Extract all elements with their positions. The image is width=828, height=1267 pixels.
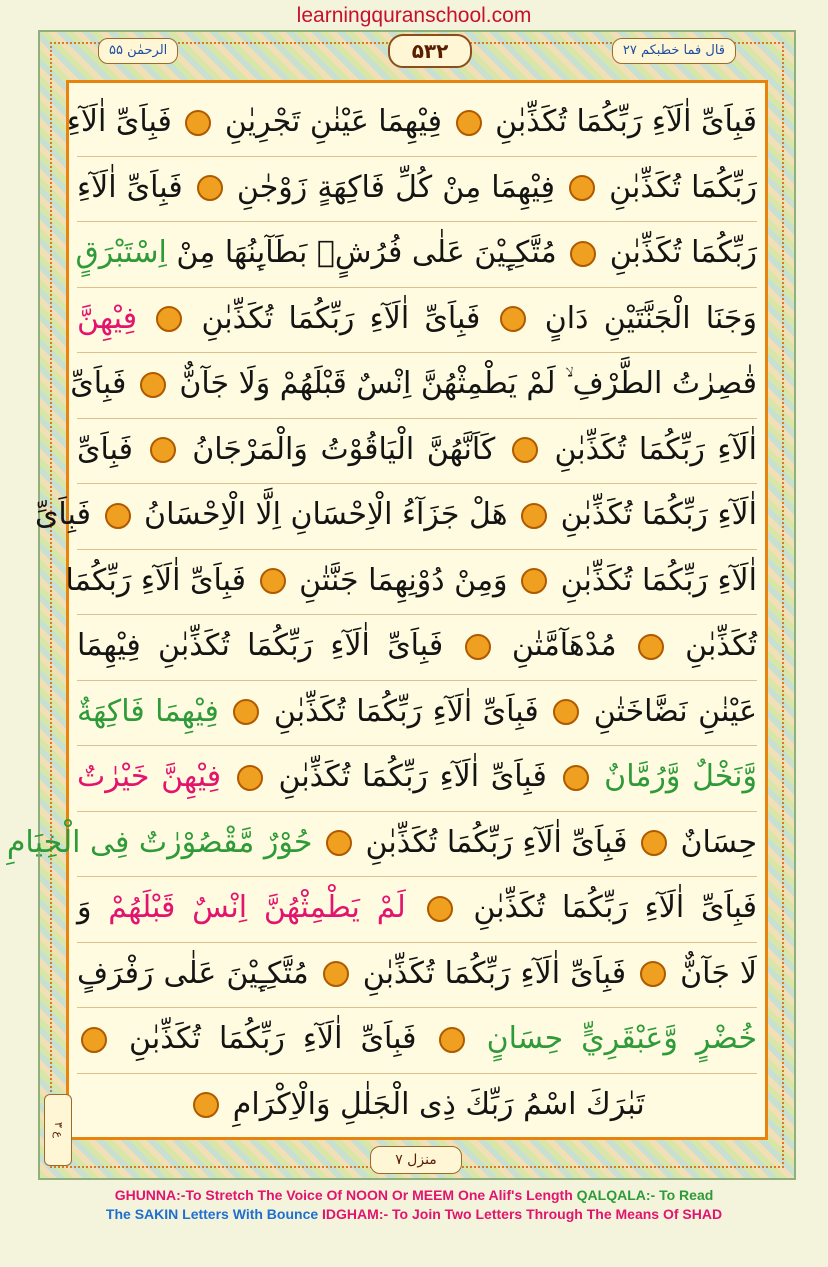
text-line: فَبِاَیِّ اٰلَآءِ رَبِّكُمَا تُكَذِّبٰنِ فِيْهِمَا عَيْنٰنِ تَجْرِيٰنِ فَبِاَیِّ اٰلَآءِ [77, 91, 757, 157]
legend-line-1 [0, 1186, 828, 1205]
page-number: ۵۳۲ [388, 34, 472, 68]
ayah-marker-icon [569, 175, 595, 201]
idgham-rule: IDGHAM:- To Join Two Letters Through The Means Of SHAD [322, 1206, 723, 1222]
ayah-marker-icon [465, 634, 491, 660]
ayah-marker-icon [500, 306, 526, 332]
ayah-marker-icon [521, 503, 547, 529]
qalqala-rule: QALQALA:- To Read [576, 1187, 714, 1203]
ayah-marker-icon [570, 241, 596, 267]
juz-label: قال فما خطبكم ۲۷ [612, 38, 736, 64]
text-line: وَجَنَا الْجَنَّتَيْنِ دَانٍ فَبِاَیِّ اٰلَآءِ رَبِّكُمَا تُكَذِّبٰنِ فِيْهِنَّ [77, 288, 757, 354]
qalqala-rule-cont: The SAKIN Letters With Bounce [105, 1206, 319, 1222]
text-line: رَبِّكُمَا تُكَذِّبٰنِ مُتَّكِـِٕيْنَ عَلٰى فُرُشٍۢ بَطَآىِٕنُهَا مِنْ اِسْتَبْرَقٍ [77, 222, 757, 288]
ayah-marker-icon [150, 437, 176, 463]
text-line: تَبٰرَكَ اسْمُ رَبِّكَ ذِى الْجَلٰلِ وَالْاِكْرَامِ [77, 1074, 757, 1139]
ayah-marker-icon [521, 568, 547, 594]
text-line: قٰصِرٰتُ الطَّرْفِ ۙ لَمْ يَطْمِثْهُنَّ اِنْسٌ قَبْلَهُمْ وَلَا جَآنٌّ فَبِاَیِّ [77, 353, 757, 419]
ayah-marker-icon [193, 1092, 219, 1118]
tajweed-legend [0, 1186, 828, 1224]
text-line: رَبِّكُمَا تُكَذِّبٰنِ فِيْهِمَا مِنْ كُلِّ فَاكِهَةٍ زَوْجٰنِ فَبِاَیِّ اٰلَآءِ [77, 157, 757, 223]
ayah-marker-icon [197, 175, 223, 201]
ruku-marker: ع ۳ [44, 1094, 72, 1166]
text-line: فَبِاَیِّ اٰلَآءِ رَبِّكُمَا تُكَذِّبٰنِ لَمْ يَطْمِثْهُنَّ اِنْسٌ قَبْلَهُمْ وَ [77, 877, 757, 943]
ayah-marker-icon [185, 110, 211, 136]
ayah-marker-icon [237, 765, 263, 791]
ayah-marker-icon [81, 1027, 107, 1053]
ayah-marker-icon [641, 830, 667, 856]
text-line: عَيْنٰنِ نَضَّاخَتٰنِ فَبِاَیِّ اٰلَآءِ رَبِّكُمَا تُكَذِّبٰنِ فِيْهِمَا فَاكِهَةٌ [77, 681, 757, 747]
ayah-marker-icon [105, 503, 131, 529]
manzil-label: منزل ۷ [370, 1146, 462, 1174]
ayah-marker-icon [326, 830, 352, 856]
ayah-marker-icon [563, 765, 589, 791]
text-line: اٰلَآءِ رَبِّكُمَا تُكَذِّبٰنِ هَلْ جَزَآءُ الْاِحْسَانِ اِلَّا الْاِحْسَانُ فَبِاَیِّ [77, 484, 757, 550]
page-header [58, 34, 776, 74]
ayah-marker-icon [233, 699, 259, 725]
surah-label: الرحمٰن ۵۵ [98, 38, 178, 64]
text-line: خُضْرٍ وَّعَبْقَرِيٍّ حِسَانٍ فَبِاَیِّ اٰلَآءِ رَبِّكُمَا تُكَذِّبٰنِ [77, 1008, 757, 1074]
ayah-marker-icon [156, 306, 182, 332]
ayah-marker-icon [456, 110, 482, 136]
legend-line-2 [0, 1205, 828, 1224]
ayah-marker-icon [512, 437, 538, 463]
ayah-marker-icon [427, 896, 453, 922]
text-line: اٰلَآءِ رَبِّكُمَا تُكَذِّبٰنِ وَمِنْ دُوْنِهِمَا جَنَّتٰنِ فَبِاَیِّ اٰلَآءِ رَبِّكُمَا [77, 550, 757, 616]
ayah-marker-icon [439, 1027, 465, 1053]
ghunna-rule: GHUNNA:-To Stretch The Voice Of NOON Or MEEM One Alif's Length [114, 1187, 573, 1203]
site-url[interactable]: learningquranschool.com [296, 4, 532, 27]
ayah-marker-icon [260, 568, 286, 594]
ayah-marker-icon [140, 372, 166, 398]
ayah-marker-icon [638, 634, 664, 660]
ayah-marker-icon [640, 961, 666, 987]
text-line: لَا جَآنٌّ فَبِاَیِّ اٰلَآءِ رَبِّكُمَا تُكَذِّبٰنِ مُتَّكِـِٕيْنَ عَلٰى رَفْرَفٍ [77, 943, 757, 1009]
text-line: اٰلَآءِ رَبِّكُمَا تُكَذِّبٰنِ كَاَنَّهُنَّ الْيَاقُوْتُ وَالْمَرْجَانُ فَبِاَیِّ [77, 419, 757, 485]
ayah-marker-icon [323, 961, 349, 987]
text-line: حِسَانٌ فَبِاَیِّ اٰلَآءِ رَبِّكُمَا تُكَذِّبٰنِ حُوْرٌ مَّقْصُوْرٰتٌ فِى الْخِيَامِ [77, 812, 757, 878]
ayah-marker-icon [553, 699, 579, 725]
text-line: وَّنَخْلٌ وَّرُمَّانٌ فَبِاَیِّ اٰلَآءِ رَبِّكُمَا تُكَذِّبٰنِ فِيْهِنَّ خَيْرٰتٌ [77, 746, 757, 812]
text-line: تُكَذِّبٰنِ مُدْهَآمَّتٰنِ فَبِاَیِّ اٰلَآءِ رَبِّكُمَا تُكَذِّبٰنِ فِيْهِمَا [77, 615, 757, 681]
